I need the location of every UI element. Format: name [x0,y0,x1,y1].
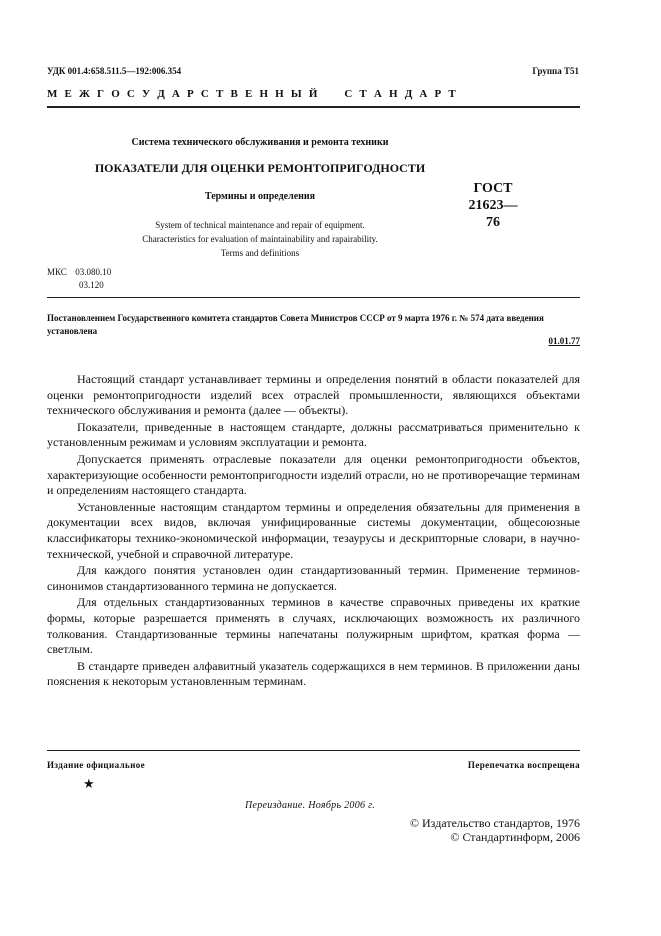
subtitle: Термины и определения [204,191,316,202]
paragraph: Для каждого понятия установлен один стандартизованный термин. Применение терминов-синонимов стандартизованного термина не допускается. [47,563,580,593]
paragraph: Показатели, приведенные в настоящем стандарте, должны рассматриваться применительно к установленным режимам и условиям эксплуатации и ремонта. [47,419,580,450]
star-icon: ★ [83,776,95,791]
english-title [40,218,480,260]
system-title: Система технического обслуживания и ремонта техники [131,137,389,148]
banner-rule [47,106,580,108]
english-line: Characteristics for evaluation of maintainability and rapairability. [142,234,378,244]
gost-label: ГОСТ [473,181,513,196]
reprint-label: Перепечатка воспрещена [467,760,580,770]
paragraph: Настоящий стандарт устанавливает термины и определения понятий в области показателей для оценки ремонтопригодности изделий всех отраслей промышленности, являющихся объектами технического обслуживания и ремонта (далее — объекты). [47,372,580,418]
group-code: Группа Т51 [532,66,579,76]
edition-label: Издание официальное [47,760,146,770]
mks-block [47,266,111,292]
decree-text: Постановлением Государственного комитета стандартов Совета Министров СССР от 9 марта 1976 г. № 574 дата введения установлена [47,313,544,336]
copyright-line: © Стандартинформ, 2006 [450,830,580,844]
paragraph: Допускается применять отраслевые показатели для оценки ремонтопригодности объектов, характеризующие особенности ремонтопригодности изделий отрасли, но не противоречащие терминам и определениям настоящего стандарта. [47,451,580,498]
udk-code: УДК 001.4:658.511.5—192:006.354 [47,66,182,76]
paragraph: Для отдельных стандартизованных терминов в качестве справочных приведены их краткие формы, которые разрешается применять в случаях, исключающих возможность их различного толкования. Стандартизованные термины напечатаны полужирным шрифтом, краткая форма — светлым. [47,595,580,657]
mks-rule [47,297,580,298]
standard-banner: М Е Ж Г О С У Д А Р С Т В Е Н Н Ы Й С Т А Н Д А Р Т [47,88,458,100]
paragraph: В стандарте приведен алфавитный указатель содержащихся в нем терминов. В приложении даны пояснения к некоторым установленным терминам. [47,658,580,689]
gost-number: 21623—76 [468,198,518,230]
paragraph: Установленные настоящим стандартом термины и определения обязательны для применения в документации всех видов, включая унифицированные системы документации, общесоюзные классификаторы технико-экономической информации, тезаурусы и дескрипторные словари, в научно-технической, учебной и справочной литературе. [47,499,580,561]
english-line: System of technical maintenance and repair of equipment. [155,220,365,230]
main-title: ПОКАЗАТЕЛИ ДЛЯ ОЦЕНКИ РЕМОНТОПРИГОДНОСТИ [94,161,426,175]
reissue-note: Переиздание. Ноябрь 2006 г. [244,800,375,811]
footer-rule [47,750,580,751]
mks-code: 03.080.10 [75,267,112,277]
copyright-block [410,816,580,844]
english-line: Terms and definitions [220,248,300,258]
body-text [47,372,580,690]
mks-label: МКС [47,267,67,277]
copyright-line: © Издательство стандартов, 1976 [409,816,580,830]
effective-date: 01.01.77 [548,336,580,346]
mks-code: 03.120 [79,280,104,290]
